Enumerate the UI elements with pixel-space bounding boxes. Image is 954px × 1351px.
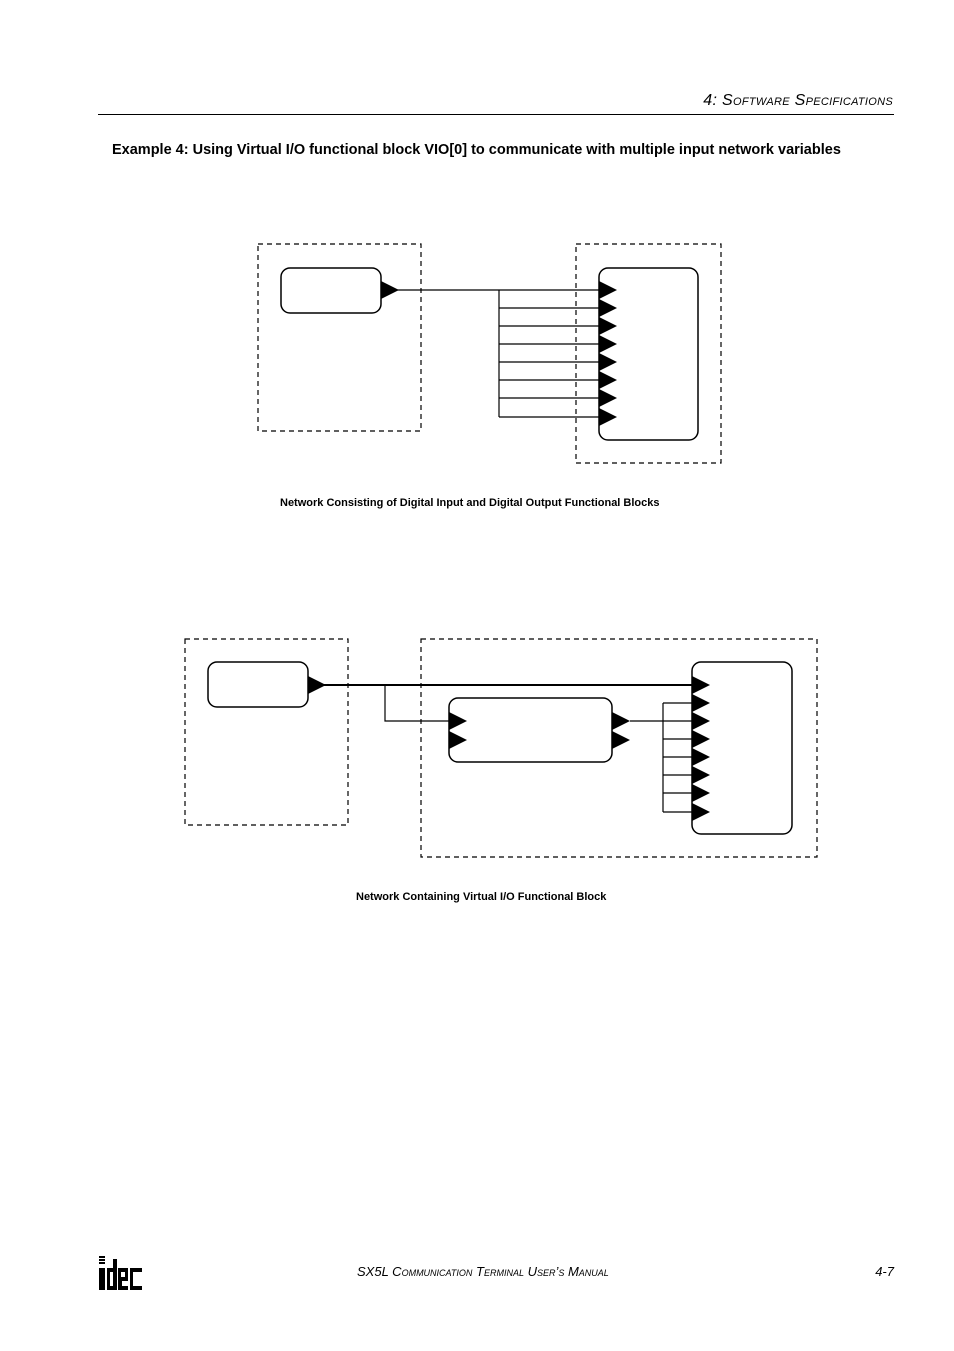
input-arrow-icon [599,281,617,299]
input-arrow-icon [692,694,710,712]
figure-1 [258,244,721,463]
input-arrow-icon [599,299,617,317]
input-arrow-icon [599,335,617,353]
example-heading: Example 4: Using Virtual I/O functional block VIO[0] to communicate with multiple input network variables [112,142,841,158]
input-arrow-icon [692,784,710,802]
idec-logo [98,1256,144,1292]
input-arrow-icon [599,353,617,371]
input-arrow-icon [599,371,617,389]
node-box-right [421,639,817,857]
input-arrow-icon [692,730,710,748]
input-arrow-icon [449,731,467,749]
figure-2 [185,639,817,857]
output-arrow-icon [612,712,630,730]
page-number: 4-7 [875,1264,894,1279]
output-arrow-icon [381,281,399,299]
digital-input-block [281,268,381,313]
input-arrow-icon [692,803,710,821]
figure-1-caption: Network Consisting of Digital Input and Digital Output Functional Blocks [280,497,660,509]
digital-output-block [692,662,792,834]
figure-2-caption: Network Containing Virtual I/O Functional Block [356,891,607,903]
output-arrow-icon [308,676,326,694]
input-arrow-icon [599,408,617,426]
node-box-right [576,244,721,463]
section-header-title: 4: Software Specifications [703,92,893,109]
input-arrow-icon [692,748,710,766]
footer-manual-title: SX5L Communication Terminal User’s Manual [357,1264,609,1279]
input-arrow-icon [599,389,617,407]
digital-output-block [599,268,698,440]
virtual-io-block [449,698,612,762]
input-arrow-icon [599,317,617,335]
input-arrow-icon [449,712,467,730]
digital-input-block [208,662,308,707]
input-arrow-icon [692,676,710,694]
input-arrow-icon [692,712,710,730]
output-arrow-icon [612,731,630,749]
input-arrow-icon [692,766,710,784]
vio-feed-line [385,685,449,721]
